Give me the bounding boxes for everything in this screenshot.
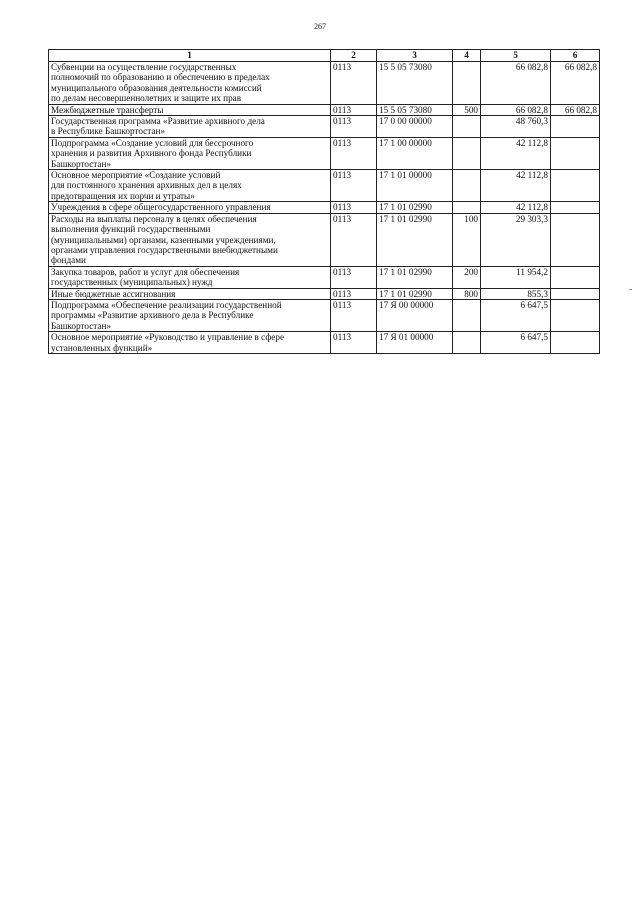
target-article-cell: 17 1 01 02990 bbox=[377, 288, 453, 299]
expense-type-cell bbox=[453, 170, 481, 202]
amount-cell: 855,3 bbox=[481, 288, 551, 299]
row-name-cell bbox=[49, 62, 331, 105]
amount-cell: 42 112,8 bbox=[481, 202, 551, 213]
row-name-cell bbox=[49, 137, 331, 169]
target-article-cell: 17 1 01 02990 bbox=[377, 266, 453, 288]
row-name-line: по делам несовершеннолетних и защите их прав bbox=[51, 93, 242, 104]
expense-type-cell: 500 bbox=[453, 104, 481, 115]
expense-type-cell bbox=[453, 137, 481, 169]
row-name-line: программы «Развитие архивного дела в Республике bbox=[51, 310, 254, 321]
row-name-line: Башкортостан» bbox=[51, 320, 112, 331]
section-code-cell: 0113 bbox=[331, 299, 377, 331]
row-name-cell bbox=[49, 332, 331, 354]
target-article-cell: 17 1 01 02990 bbox=[377, 202, 453, 213]
header-col-3: 3 bbox=[377, 50, 453, 62]
table-row bbox=[49, 202, 600, 213]
expense-type-cell bbox=[453, 62, 481, 105]
row-name-line: для постоянного хранения архивных дел в целях bbox=[51, 180, 242, 191]
table-row bbox=[49, 288, 600, 299]
target-article-cell: 17 1 00 00000 bbox=[377, 137, 453, 169]
row-name-line: Учреждения в сфере общегосударственного управления bbox=[51, 202, 271, 213]
amount-cell: 42 112,8 bbox=[481, 170, 551, 202]
row-name-line: Закупка товаров, работ и услуг для обеспечения bbox=[51, 266, 240, 277]
expense-type-cell bbox=[453, 332, 481, 354]
row-name-cell bbox=[49, 202, 331, 213]
row-name-line: хранения и развития Архивного фонда Республики bbox=[51, 148, 252, 159]
subvention-amount-cell bbox=[551, 288, 600, 299]
header-col-2: 2 bbox=[331, 50, 377, 62]
amount-cell: 29 303,3 bbox=[481, 213, 551, 266]
amount-cell: 66 082,8 bbox=[481, 104, 551, 115]
row-name-cell bbox=[49, 104, 331, 115]
row-name-line: (муниципальными) органами, казенными учреждениями, bbox=[51, 234, 276, 245]
row-name-cell bbox=[49, 116, 331, 138]
subvention-amount-cell bbox=[551, 299, 600, 331]
page-number: 267 bbox=[314, 22, 326, 31]
header-col-6: 6 bbox=[551, 50, 600, 62]
target-article-cell: 17 0 00 00000 bbox=[377, 116, 453, 138]
table-row bbox=[49, 62, 600, 105]
row-name-cell bbox=[49, 288, 331, 299]
expense-type-cell: 200 bbox=[453, 266, 481, 288]
row-name-line: фондами bbox=[51, 255, 86, 266]
table-row bbox=[49, 104, 600, 115]
row-name-cell bbox=[49, 266, 331, 288]
subvention-amount-cell: 66 082,8 bbox=[551, 104, 600, 115]
section-code-cell: 0113 bbox=[331, 170, 377, 202]
amount-cell: 6 647,5 bbox=[481, 299, 551, 331]
amount-cell: 48 760,3 bbox=[481, 116, 551, 138]
section-code-cell: 0113 bbox=[331, 266, 377, 288]
table-row bbox=[49, 116, 600, 138]
expense-type-cell: 800 bbox=[453, 288, 481, 299]
subvention-amount-cell bbox=[551, 137, 600, 169]
section-code-cell: 0113 bbox=[331, 137, 377, 169]
section-code-cell: 0113 bbox=[331, 202, 377, 213]
expense-type-cell bbox=[453, 116, 481, 138]
table-header-row bbox=[49, 50, 600, 62]
section-code-cell: 0113 bbox=[331, 116, 377, 138]
row-name-line: установленных функций» bbox=[51, 342, 153, 353]
section-code-cell: 0113 bbox=[331, 104, 377, 115]
subvention-amount-cell bbox=[551, 170, 600, 202]
section-code-cell: 0113 bbox=[331, 288, 377, 299]
row-name-line: Межбюджетные трансферты bbox=[51, 104, 164, 115]
table-row bbox=[49, 332, 600, 354]
row-name-line: муниципального образования деятельности комиссий bbox=[51, 82, 262, 93]
table-row bbox=[49, 137, 600, 169]
target-article-cell: 17 1 01 02990 bbox=[377, 213, 453, 266]
amount-cell: 66 082,8 bbox=[481, 62, 551, 105]
row-name-line: Основное мероприятие «Создание условий bbox=[51, 170, 221, 181]
section-code-cell: 0113 bbox=[331, 62, 377, 105]
table-row bbox=[49, 266, 600, 288]
row-name-line: Подпрограмма «Обеспечение реализации государственной bbox=[51, 299, 282, 310]
subvention-amount-cell: 66 082,8 bbox=[551, 62, 600, 105]
row-name-cell bbox=[49, 170, 331, 202]
row-name-cell bbox=[49, 299, 331, 331]
amount-cell: 11 954,2 bbox=[481, 266, 551, 288]
row-name-line: Субвенции на осуществление государственных bbox=[51, 62, 237, 72]
subvention-amount-cell bbox=[551, 266, 600, 288]
target-article-cell: 15 5 05 73080 bbox=[377, 104, 453, 115]
target-article-cell: 17 Я 00 00000 bbox=[377, 299, 453, 331]
row-name-line: Расходы на выплаты персоналу в целях обеспечения bbox=[51, 213, 257, 224]
row-name-line: Иные бюджетные ассигнования bbox=[51, 288, 176, 299]
section-code-cell: 0113 bbox=[331, 332, 377, 354]
row-name-line: в Республике Башкортостан» bbox=[51, 126, 165, 137]
target-article-cell: 15 5 05 73080 bbox=[377, 62, 453, 105]
expense-type-cell bbox=[453, 202, 481, 213]
subvention-amount-cell bbox=[551, 332, 600, 354]
expense-type-cell bbox=[453, 299, 481, 331]
row-name-line: Государственная программа «Развитие архивного дела bbox=[51, 116, 265, 127]
row-name-line: полномочий по образованию и обеспечению в пределах bbox=[51, 72, 270, 83]
section-code-cell: 0113 bbox=[331, 213, 377, 266]
amount-cell: 42 112,8 bbox=[481, 137, 551, 169]
subvention-amount-cell bbox=[551, 202, 600, 213]
budget-table bbox=[48, 49, 600, 354]
subvention-amount-cell bbox=[551, 213, 600, 266]
table-row bbox=[49, 213, 600, 266]
subvention-amount-cell bbox=[551, 116, 600, 138]
row-name-line: выполнения функций государственными bbox=[51, 224, 211, 235]
header-col-1: 1 bbox=[49, 50, 331, 62]
margin-mark bbox=[629, 289, 632, 290]
expense-type-cell: 100 bbox=[453, 213, 481, 266]
table-row bbox=[49, 170, 600, 202]
row-name-line: Основное мероприятие «Руководство и управление в сфере bbox=[51, 332, 285, 343]
target-article-cell: 17 Я 01 00000 bbox=[377, 332, 453, 354]
table-row bbox=[49, 299, 600, 331]
amount-cell: 6 647,5 bbox=[481, 332, 551, 354]
row-name-line: органами управления государственными внебюджетными bbox=[51, 244, 278, 255]
row-name-line: государственных (муниципальных) нужд bbox=[51, 277, 213, 288]
row-name-line: предотвращения их порчи и утраты» bbox=[51, 190, 195, 201]
row-name-line: Подпрограмма «Создание условий для бессрочного bbox=[51, 137, 254, 148]
header-col-5: 5 bbox=[481, 50, 551, 62]
row-name-line: Башкортостан» bbox=[51, 158, 112, 169]
header-col-4: 4 bbox=[453, 50, 481, 62]
target-article-cell: 17 1 01 00000 bbox=[377, 170, 453, 202]
row-name-cell bbox=[49, 213, 331, 266]
